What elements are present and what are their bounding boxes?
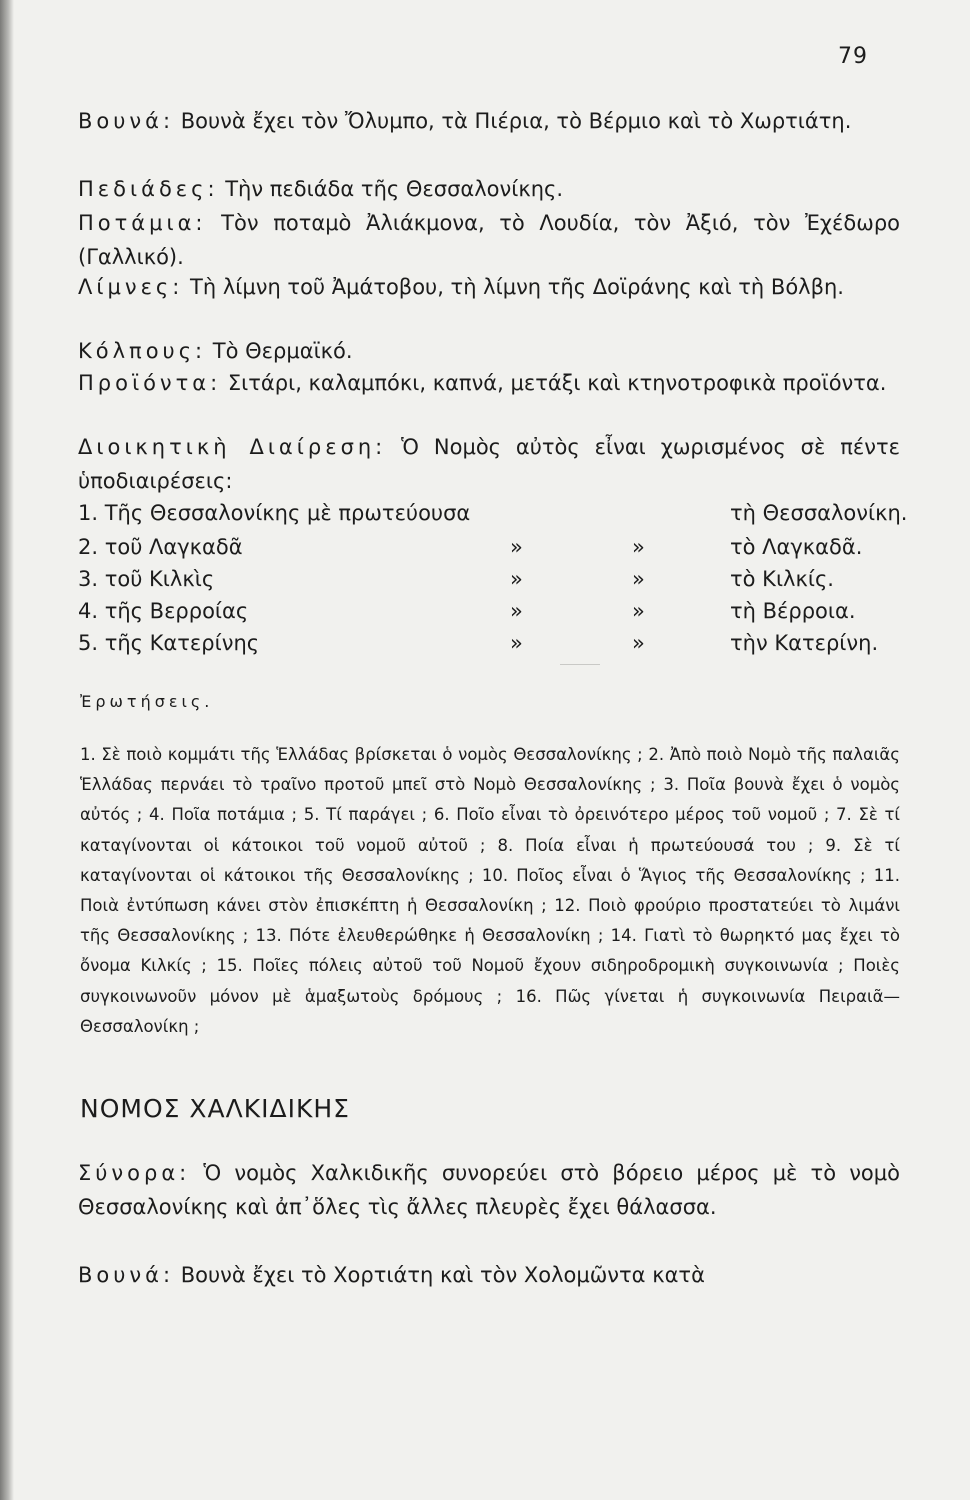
ditto-mark: » (632, 631, 645, 655)
paragraph-text: Τὴν πεδιάδα τῆς Θεσσαλονίκης. (218, 177, 564, 201)
paragraph-borders (78, 1156, 900, 1224)
ditto-mark: » (510, 535, 523, 559)
subdivision-capital: τὸ Κιλκίς. (730, 567, 834, 591)
paragraph-mountains (78, 104, 900, 138)
paragraph-products (78, 366, 900, 400)
subdivision-row (78, 530, 900, 564)
ditto-mark: » (510, 567, 523, 591)
paragraph-administrative-division (78, 430, 900, 498)
paragraph-rivers (78, 206, 900, 274)
subdivision-row (78, 496, 908, 530)
subdivision-name: 1. Τῆς Θεσσαλονίκης μὲ πρωτεύουσα (78, 501, 471, 525)
paragraph-label: Κόλπους: (78, 339, 207, 363)
paragraph-text: Βουνὰ ἔχει τὸ Χορτιάτη καὶ τὸν Χολομῶντα κατὰ (174, 1263, 705, 1287)
subdivision-capital: τὸ Λαγκαδᾶ. (730, 535, 863, 559)
paragraph-text: Ὁ Νομὸς αὐτὸς εἶναι χωρισμένος σὲ πέντε ὑποδιαιρέσεις: (78, 435, 900, 493)
subdivision-row (78, 626, 900, 660)
subdivision-row (78, 562, 900, 596)
paragraph-label: Διοικητικὴ Διαίρεση: (78, 435, 387, 459)
paragraph-label: Λίμνες: (78, 275, 184, 299)
ditto-mark: » (510, 631, 523, 655)
questions-heading: Ἐρωτήσεις. (80, 692, 214, 711)
subdivision-capital: τὴν Κατερίνη. (730, 631, 879, 655)
section-title: ΝΟΜΟΣ ΧΑΛΚΙΔΙΚΗΣ (80, 1094, 350, 1123)
paragraph-lakes (78, 270, 900, 304)
paragraph-label: Προϊόντα: (78, 371, 222, 395)
page-number: 79 (838, 44, 868, 69)
book-spine-shadow (0, 0, 14, 1500)
ditto-mark: » (632, 599, 645, 623)
subdivision-name: 4. τῆς Βερροίας (78, 599, 249, 623)
ditto-mark: » (632, 567, 645, 591)
ditto-mark: » (510, 599, 523, 623)
questions-paragraph: 1. Σὲ ποιὸ κομμάτι τῆς Ἑλλάδας βρίσκεται ὁ νομὸς Θεσσαλονίκης ; 2. Ἀπὸ ποιὸ Νομὸ τῆς παλαιᾶς Ἑλλάδας περνάει τὸ τραῖνο προτοῦ μπεῖ στὸ Νομὸ Θεσσαλονίκης ; 3. Ποῖα βουνὰ ἔχει ὁ νομὸς αὐτός ; 4. Ποῖα ποτάμια ; 5. Τί παράγει ; 6. Ποῖο εἶναι τὸ ὀρεινότερο μέρος τοῦ νομοῦ ; 7. Σὲ τί καταγίνονται οἱ κάτοικοι τοῦ νομοῦ αὐτοῦ ; 8. Ποία εἶναι ἡ πρωτεύουσά του ; 9. Σὲ τί καταγίνονται οἱ κάτοικοι τῆς Θεσσαλονίκης ; 10. Ποῖος εἶναι ὁ Ἅγιος τῆς Θεσσαλονίκης ; 11. Ποιὰ ἐντύπωση κάνει στὸν ἐπισκέπτη ἡ Θεσσαλονίκη ; 12. Ποιὸ φρούριο προστατεύει τὸ λιμάνι τῆς Θεσσαλονίκης ; 13. Πότε ἐλευθερώθηκε ἡ Θεσσαλονίκη ; 14. Γιατὶ τὸ θωρηκτό μας ἔχει τὸ ὄνομα Κιλκίς ; 15. Ποῖες πόλεις αὐτοῦ τοῦ Νομοῦ ἔχουν σιδηροδρομικὴ συγκοινωνία ; Ποιὲς συγκοινωνοῦν μόνον μὲ ἁμαξωτοὺς δρόμους ; 16. Πῶς γίνεται ἡ συγκοινωνία Πειραιᾶ—Θεσσαλονίκη ; (80, 745, 900, 1036)
paragraph-label: Βουνά: (78, 1263, 175, 1287)
subdivision-capital: τὴ Θεσσαλονίκη. (730, 501, 908, 525)
paragraph-mountains-chalkidiki (78, 1258, 900, 1292)
subdivision-name: 3. τοῦ Κιλκὶς (78, 567, 215, 591)
subdivision-row (78, 594, 900, 628)
paragraph-gulf (78, 334, 900, 368)
paragraph-label: Βουνά: (78, 109, 175, 133)
paragraph-plains (78, 172, 900, 206)
paragraph-text: Τὴ λίμνη τοῦ Ἀμάτοβου, τὴ λίμνη τῆς Δοϊράνης καὶ τὴ Βόλβη. (183, 275, 844, 299)
paragraph-label: Σύνορα: (78, 1161, 191, 1185)
ditto-mark: » (632, 535, 645, 559)
paragraph-text: Βουνὰ ἔχει τὸν Ὄλυμπο, τὰ Πιέρια, τὸ Βέρμιο καὶ τὸ Χωρτιάτη. (174, 109, 852, 133)
paragraph-label: Πεδιάδες: (78, 177, 219, 201)
paragraph-text: Τὸν ποταμὸ Ἀλιάκμονα, τὸ Λουδία, τὸν Ἀξιό, τὸν Ἐχέδωρο (Γαλλικό). (78, 211, 900, 269)
subdivision-capital: τὴ Βέρροια. (730, 599, 856, 623)
paragraph-text: Τὸ Θερμαϊκό. (206, 339, 353, 363)
subdivision-name: 5. τῆς Κατερίνης (78, 631, 260, 655)
subdivision-name: 2. τοῦ Λαγκαδᾶ (78, 535, 243, 559)
paragraph-label: Ποτάμια: (78, 211, 207, 235)
paragraph-text: Ὁ νομὸς Χαλκιδικῆς συνορεύει στὸ βόρειο μέρος μὲ τὸ νομὸ Θεσσαλονίκης καὶ ἀπ᾽ὅλες τὶς ἄλλες πλευρὲς ἔχει θάλασσα. (78, 1161, 900, 1219)
paragraph-text: Σιτάρι, καλαμπόκι, καπνά, μετάξι καὶ κτηνοτροφικὰ προϊόντα. (221, 371, 887, 395)
divider (560, 664, 600, 665)
